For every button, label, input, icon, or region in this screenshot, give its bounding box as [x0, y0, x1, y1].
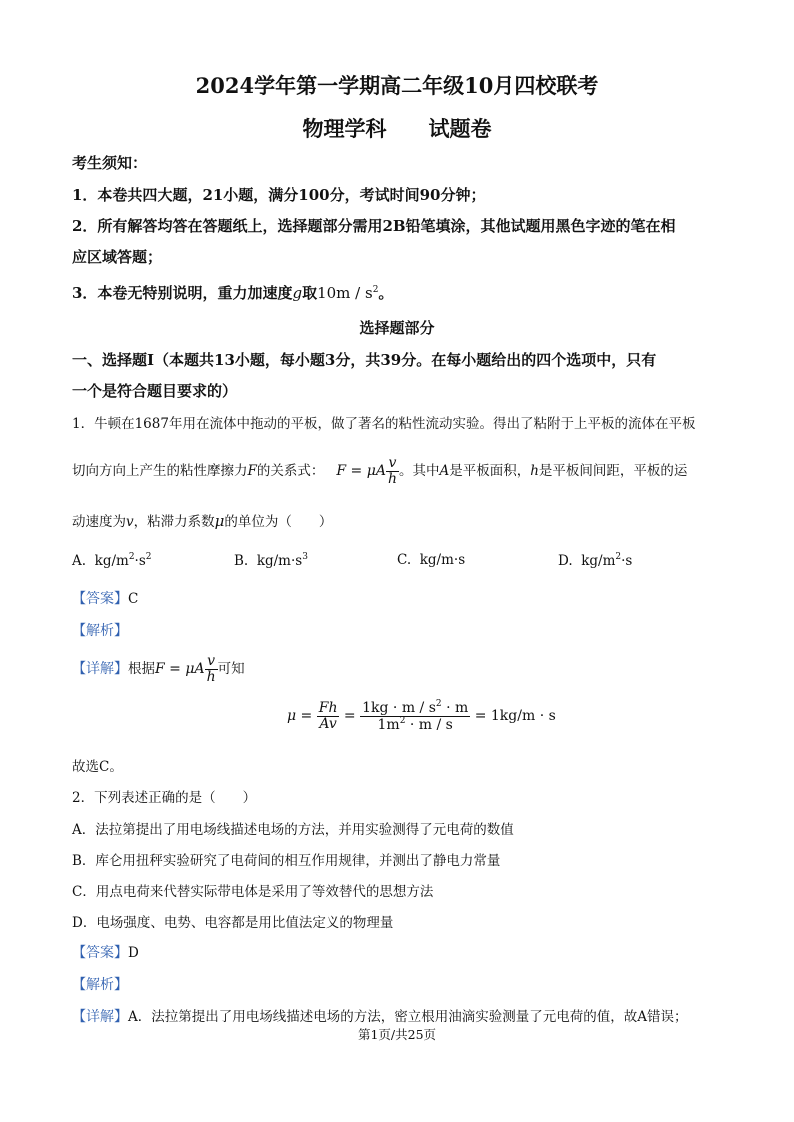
- notice-item-3: 3．本卷无特别说明，重力加速度g取$10m / s^2$。: [72, 284, 394, 302]
- section-title: 选择题部分: [359, 319, 435, 337]
- notice-item-1: 1．本卷共四大题，21小题，满分100分，考试时间90分钟；: [72, 186, 486, 204]
- q1-option-c: C. kg/m·s: [397, 552, 466, 568]
- q1-conclusion: 故选C。: [72, 759, 123, 775]
- notice-item-2-line-2: 应区域答题；: [72, 248, 163, 266]
- gravity-symbol: g: [292, 284, 303, 302]
- gravity-value: $10m / s^2$: [317, 284, 379, 302]
- q1-analysis-tag: 【解析】: [72, 623, 128, 639]
- q1-formula: F = μA $\frac{v}{h}$: [336, 454, 397, 487]
- notice-item-2-line-1: 2．所有解答均答在答题纸上，选择题部分需用2B铅笔填涂，其他试题用黑色字迹的笔在相: [72, 217, 676, 235]
- q2-stem: 2．下列表述正确的是（ ）: [72, 790, 257, 806]
- q2-detail: 【详解】A．法拉第提出了用电场线描述电场的方法，密立根用油滴实验测量了元电荷的值，故A错误；: [72, 1009, 688, 1025]
- page-number: 第1页/共25页: [357, 1027, 437, 1042]
- exam-title: 2024学年第一学期高二年级10月四校联考: [195, 73, 599, 98]
- q2-option-c: C．用点电荷来代替实际带电体是采用了等效替代的思想方法: [72, 884, 434, 900]
- q1-unit-equation: μ = $\frac{Fh}{Av}$ = $\frac{1kg \cdot m / s^2 \cdot m}{1m^2 \cdot m / s}$ = 1kg/m · s: [287, 698, 556, 733]
- q2-answer: 【答案】D: [72, 945, 139, 961]
- q2-option-b: B．库仑用扭秤实验研究了电荷间的相互作用规律，并测出了静电力常量: [72, 853, 501, 869]
- q1-option-a: A. $kg/m^2\cdot s^2$: [72, 552, 152, 569]
- q1-option-b: B. $kg/m\cdot s^3$: [234, 552, 308, 569]
- subject-label: 物理学科: [302, 116, 387, 141]
- q2-option-d: D．电场强度、电势、电容都是用比值法定义的物理量: [72, 915, 394, 931]
- exam-subtitle: [0, 113, 794, 143]
- q1-stem-line-1: 1．牛顿在1687年用在流体中拖动的平板，做了著名的粘性流动实验。得出了粘附于上平板的流体在平板: [72, 416, 696, 432]
- paper-label: 试题卷: [428, 116, 492, 141]
- part1-header-line-2: 一个是符合题目要求的）: [72, 382, 238, 400]
- q1-stem-line-3: 动速度为v，粘滞力系数μ的单位为（ ）: [72, 512, 333, 530]
- part1-header-line-1: 一、选择题Ⅰ（本题共13小题，每小题3分，共39分。在每小题给出的四个选项中，只有: [72, 351, 657, 369]
- notice-heading: 考生须知：: [72, 154, 148, 172]
- q1-detail: 【详解】根据F = μA $\frac{v}{h}$ 可知: [72, 652, 245, 685]
- q1-answer: 【答案】C: [72, 591, 139, 607]
- q1-option-d: D. $kg/m^2\cdot s$: [558, 552, 633, 569]
- q2-option-a: A．法拉第提出了用电场线描述电场的方法，并用实验测得了元电荷的数值: [72, 822, 514, 838]
- q1-stem-line-2: 切向方向上产生的粘性摩擦力F的关系式： F = μA $\frac{v}{h}$ 。其中A是平板面积，h是平板间间距，平板的运: [72, 454, 688, 487]
- q2-analysis-tag: 【解析】: [72, 977, 128, 993]
